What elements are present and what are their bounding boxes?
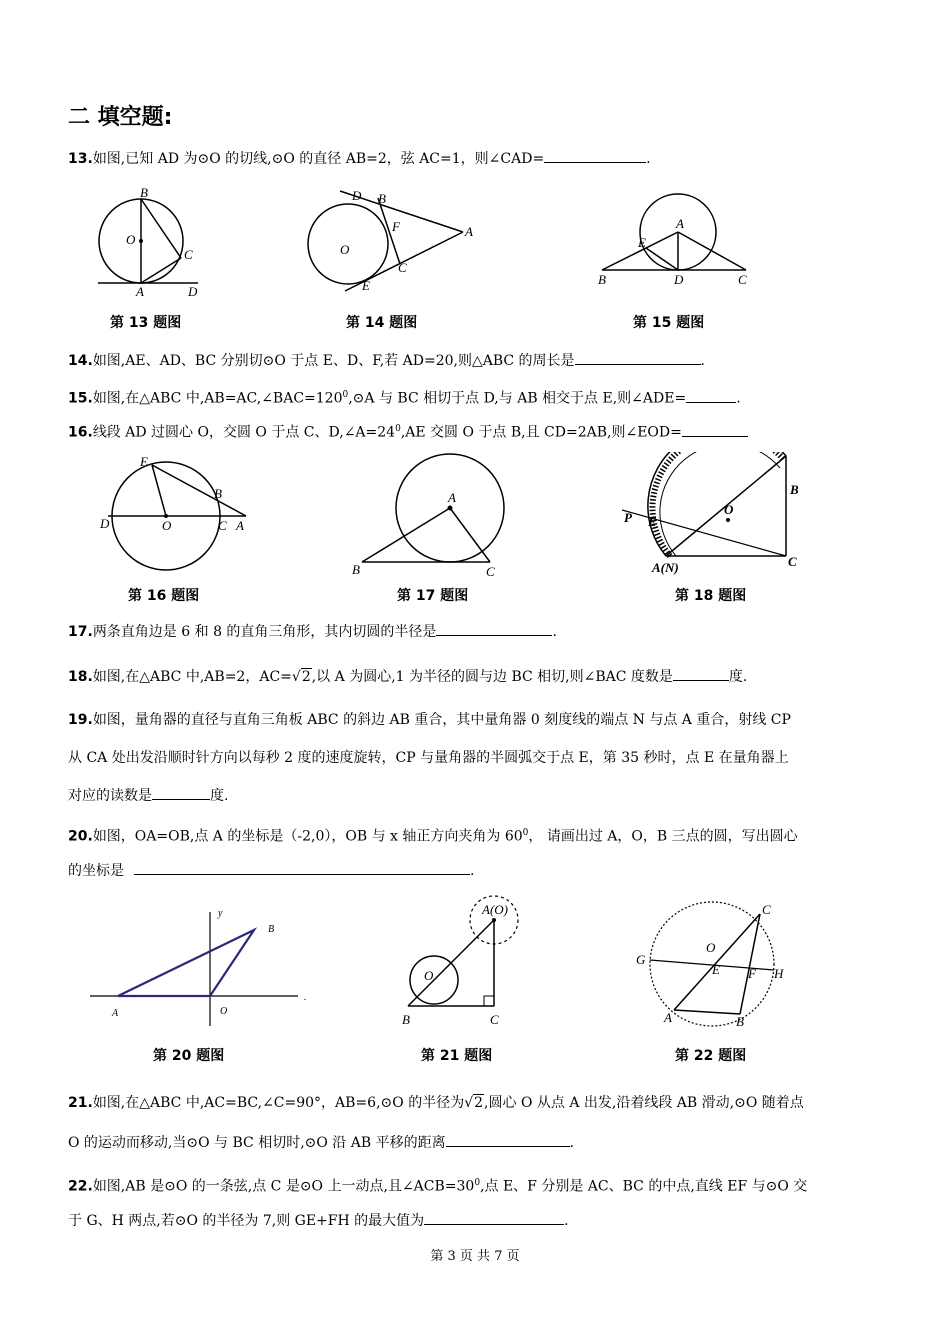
label-B: B [598, 272, 606, 287]
label-B: B [352, 562, 360, 577]
figure-16 [96, 450, 256, 572]
question-text: 如图，OA=OB,点 A 的坐标是（-2,0），OB 与 x 轴正方向夹角为 60 [92, 828, 523, 845]
label-E: E [638, 235, 646, 250]
figure-14 [300, 186, 480, 298]
question-21 [68, 1086, 888, 1160]
sqrt-symbol: √2 [291, 669, 311, 685]
question-number: 18. [68, 669, 93, 685]
question-end: . [569, 1135, 575, 1151]
question-20 [68, 816, 888, 888]
label-A: A [676, 216, 684, 231]
label-F: F [392, 219, 400, 234]
label-A: A [136, 284, 144, 298]
section-title: 二 填空题: [68, 105, 173, 130]
radicand: 2 [301, 669, 311, 685]
label-C: C [398, 260, 407, 275]
label-G: G [636, 952, 646, 967]
question-text: ,⊙A 与 BC 相切于点 D,与 AB 相交于点 E,则∠ADE= [348, 390, 687, 407]
figure-17 [340, 452, 520, 578]
question-end: . [736, 390, 741, 407]
label-D: D [188, 284, 198, 298]
label-E: E [712, 962, 720, 977]
question-end: . [552, 624, 557, 640]
question-text: 如图,AE、AD、BC 分别切⊙O 于点 E、D、F,若 AD=20,则△ABC 的周长是 [92, 353, 575, 369]
label-C: C [184, 247, 193, 262]
label-y: y [218, 908, 223, 919]
label-B: B [378, 191, 386, 206]
label-E: E [648, 514, 657, 529]
label-A: A [448, 490, 456, 505]
label-B: B [214, 486, 222, 501]
label-C: C [218, 518, 227, 533]
question-end: 度. [728, 669, 748, 685]
question-number: 14. [68, 353, 93, 369]
question-text: 如图,在△ABC 中,AB=AC,∠BAC=120 [92, 390, 343, 407]
question-text: 如图,在△ABC 中,AC=BC,∠C=90°，AB=6,⊙O 的半径为 [92, 1095, 465, 1111]
question-text: 对应的读数是 [68, 788, 152, 804]
question-end: . [700, 353, 705, 369]
figure-20 [88, 898, 318, 1028]
label-C: C [486, 564, 495, 578]
label-A-O: A(O) [482, 902, 508, 917]
question-13 [68, 142, 888, 176]
label-A: A [664, 1010, 672, 1025]
question-text: ,以 A 为圆心,1 为半径的圆与边 BC 相切,则∠BAC 度数是 [311, 669, 673, 685]
caption-13: 第 13 题图 [110, 315, 182, 331]
question-19 [68, 703, 888, 813]
label-C: C [490, 1012, 499, 1027]
question-number: 17. [68, 624, 93, 640]
label-O: O [162, 518, 172, 533]
figure-13 [96, 186, 206, 298]
degree-sup: 0 [522, 828, 529, 838]
label-C: C [762, 902, 771, 917]
label-O: O [424, 968, 434, 983]
question-text: 度. [210, 788, 229, 804]
question-text: 如图,在△ABC 中,AB=2，AC= [92, 669, 292, 685]
page-footer: 第 3 页 共 7 页 [430, 1249, 520, 1264]
label-D: D [674, 272, 684, 287]
question-text: 如图,AB 是⊙O 的一条弦,点 C 是⊙O 上一动点,且∠ACB=30 [92, 1178, 475, 1195]
label-H: H [774, 966, 784, 981]
caption-18: 第 18 题图 [675, 588, 747, 604]
figure-21 [396, 892, 536, 1030]
label-O: O [340, 242, 350, 257]
question-number: 13. [68, 151, 93, 167]
question-15 [68, 378, 888, 416]
label-C: C [788, 554, 797, 569]
question-text: 的坐标是 [68, 862, 124, 879]
label-O: O [220, 1006, 228, 1017]
radicand: 2 [474, 1095, 484, 1111]
figure-22 [628, 900, 788, 1030]
label-A-N: A(N) [652, 560, 679, 575]
label-P: P [624, 510, 632, 525]
label-F: F [748, 966, 756, 981]
answer-blank[interactable] [446, 1128, 570, 1147]
question-end: . [470, 862, 475, 879]
caption-15: 第 15 题图 [633, 315, 705, 331]
sqrt-symbol: √2 [464, 1095, 484, 1111]
label-C: C [738, 272, 747, 287]
question-text: 从 CA 处出发沿顺时针方向以每秒 2 度的速度旋转，CP 与量角器的半圆弧交于点 E，第 35 秒时，点 E 在量角器上 [68, 750, 789, 766]
answer-blank[interactable] [544, 144, 646, 163]
answer-blank[interactable] [575, 346, 701, 365]
question-14 [68, 344, 888, 378]
question-number: 15. [68, 390, 93, 407]
caption-17: 第 17 题图 [397, 588, 469, 604]
label-A: A [236, 518, 244, 533]
label-B: B [790, 482, 799, 497]
answer-blank[interactable] [673, 662, 729, 681]
question-number: 19. [68, 712, 93, 728]
question-text: ， 请画出过 A，O，B 三点的圆，写出圆心 [528, 828, 798, 845]
question-number: 21. [68, 1095, 93, 1111]
question-text: ,AE 交圆 O 于点 B,且 CD=2AB,则∠EOD= [400, 424, 682, 441]
answer-blank[interactable] [424, 1206, 564, 1225]
label-A: A [112, 1008, 119, 1019]
question-text: 线段 AD 过圆心 O，交圆 O 于点 C、D,∠A=24 [92, 424, 396, 441]
question-number: 22. [68, 1178, 93, 1195]
question-text: ,圆心 O 从点 A 出发,沿着线段 AB 滑动,⊙O 随着点 [484, 1095, 804, 1111]
label-B: B [736, 1014, 744, 1029]
caption-16: 第 16 题图 [128, 588, 200, 604]
caption-21: 第 21 题图 [421, 1048, 493, 1064]
degree-sup: 0 [395, 424, 401, 434]
label-dot: . [304, 992, 307, 1003]
answer-blank[interactable] [134, 856, 470, 875]
answer-blank[interactable] [152, 781, 210, 800]
figure-18 [618, 452, 808, 578]
caption-14: 第 14 题图 [346, 315, 418, 331]
question-end: . [564, 1212, 569, 1229]
answer-blank[interactable] [686, 384, 736, 403]
label-O: O [126, 232, 136, 247]
caption-20: 第 20 题图 [153, 1048, 225, 1064]
label-B: B [402, 1012, 410, 1027]
question-text: 如图，量角器的直径与直角三角板 ABC 的斜边 AB 重合，其中量角器 0 刻度线的端点 N 与点 A 重合，射线 CP [92, 712, 791, 728]
question-18 [68, 660, 888, 694]
question-text: 两条直角边是 6 和 8 的直角三角形，其内切圆的半径是 [92, 624, 437, 640]
degree-sup: 0 [342, 390, 349, 400]
question-text: 如图,已知 AD 为⊙O 的切线,⊙O 的直径 AB=2，弦 AC=1，则∠CAD= [92, 151, 545, 167]
answer-blank[interactable] [436, 617, 552, 636]
label-O: O [724, 502, 734, 517]
label-B: B [268, 924, 275, 935]
question-end: . [646, 151, 651, 167]
question-number: 16. [68, 424, 93, 441]
question-16 [68, 412, 888, 450]
question-text: ,点 E、F 分别是 AC、BC 的中点,直线 EF 与⊙O 交 [480, 1178, 808, 1195]
question-text: 于 G、H 两点,若⊙O 的半径为 7,则 GE+FH 的最大值为 [68, 1212, 425, 1229]
figure-15 [594, 190, 754, 290]
label-E: E [140, 454, 148, 469]
label-O: O [706, 940, 716, 955]
label-A: A [465, 224, 473, 239]
answer-blank[interactable] [682, 418, 748, 437]
question-text: O 的运动而移动,当⊙O 与 BC 相切时,⊙O 沿 AB 平移的距离 [68, 1135, 446, 1151]
degree-sup: 0 [474, 1178, 481, 1188]
question-22 [68, 1166, 888, 1238]
question-number: 20. [68, 828, 93, 845]
label-B: B [140, 186, 148, 200]
label-D: D [100, 516, 110, 531]
label-D: D [352, 188, 362, 203]
caption-22: 第 22 题图 [675, 1048, 747, 1064]
question-17 [68, 615, 888, 649]
label-E: E [362, 278, 370, 293]
